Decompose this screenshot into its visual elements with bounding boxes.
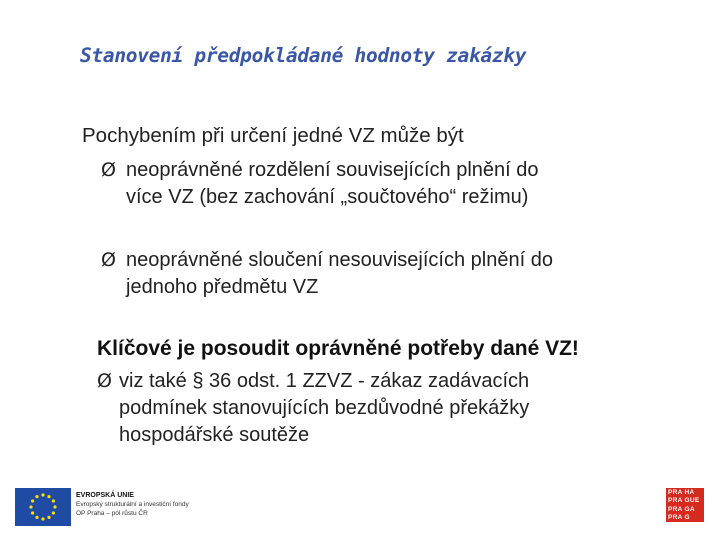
arrow-bullet-icon: Ø	[97, 370, 112, 392]
praha-line: PRA GA	[668, 505, 695, 513]
eu-flag-icon	[15, 488, 71, 526]
bullet-line: neoprávněné rozdělení souvisejících plnění do	[126, 159, 539, 181]
eu-star	[47, 516, 50, 519]
bullet-line: hospodářské soutěže	[119, 424, 310, 446]
bullet-item	[97, 368, 657, 449]
bullet-line: podmínek stanovujících bezdůvodné překážky	[119, 397, 530, 419]
bullet-line: viz také § 36 odst. 1 ZZVZ - zákaz zadávacích	[119, 370, 530, 392]
bullet-text	[117, 368, 529, 449]
arrow-bullet-icon: Ø	[101, 249, 116, 271]
eu-star	[41, 493, 44, 496]
eu-star	[31, 499, 34, 502]
bullet-item	[101, 247, 661, 301]
bullet-item	[101, 157, 641, 211]
eu-star	[47, 495, 50, 498]
praha-line: PRA HA	[668, 489, 695, 496]
eu-heading: EVROPSKÁ UNIE	[76, 492, 134, 499]
eu-star	[31, 511, 34, 514]
eu-line: Evropský strukturální a investiční fondy	[76, 501, 189, 508]
eu-star	[53, 505, 56, 508]
eu-star	[35, 516, 38, 519]
eu-star	[29, 505, 32, 508]
eu-star	[35, 495, 38, 498]
eu-star	[52, 499, 55, 502]
bullet-text	[121, 247, 553, 301]
slide-title: Stanovení předpokládané hodnoty zakázky	[80, 44, 527, 67]
praha-logo	[666, 488, 704, 522]
eu-star	[52, 511, 55, 514]
key-statement: Klíčové je posoudit oprávněné potřeby dané VZ!	[97, 337, 579, 360]
bullet-line: jednoho předmětu VZ	[126, 276, 319, 298]
bullet-text	[121, 157, 539, 211]
arrow-bullet-icon: Ø	[101, 159, 116, 181]
bullet-line: neoprávněné sloučení nesouvisejících plnění do	[126, 249, 553, 271]
praha-line: PRA GUE	[668, 497, 700, 505]
eu-star	[41, 517, 44, 520]
eu-logo-text	[76, 491, 189, 518]
eu-line: OP Praha – pól růstu ČR	[76, 510, 148, 517]
bullet-line: více VZ (bez zachování „součtového“ režimu)	[126, 186, 529, 208]
praha-line: PRA G	[668, 514, 690, 522]
slide-heading: Pochybením při určení jedné VZ může být	[82, 124, 464, 147]
